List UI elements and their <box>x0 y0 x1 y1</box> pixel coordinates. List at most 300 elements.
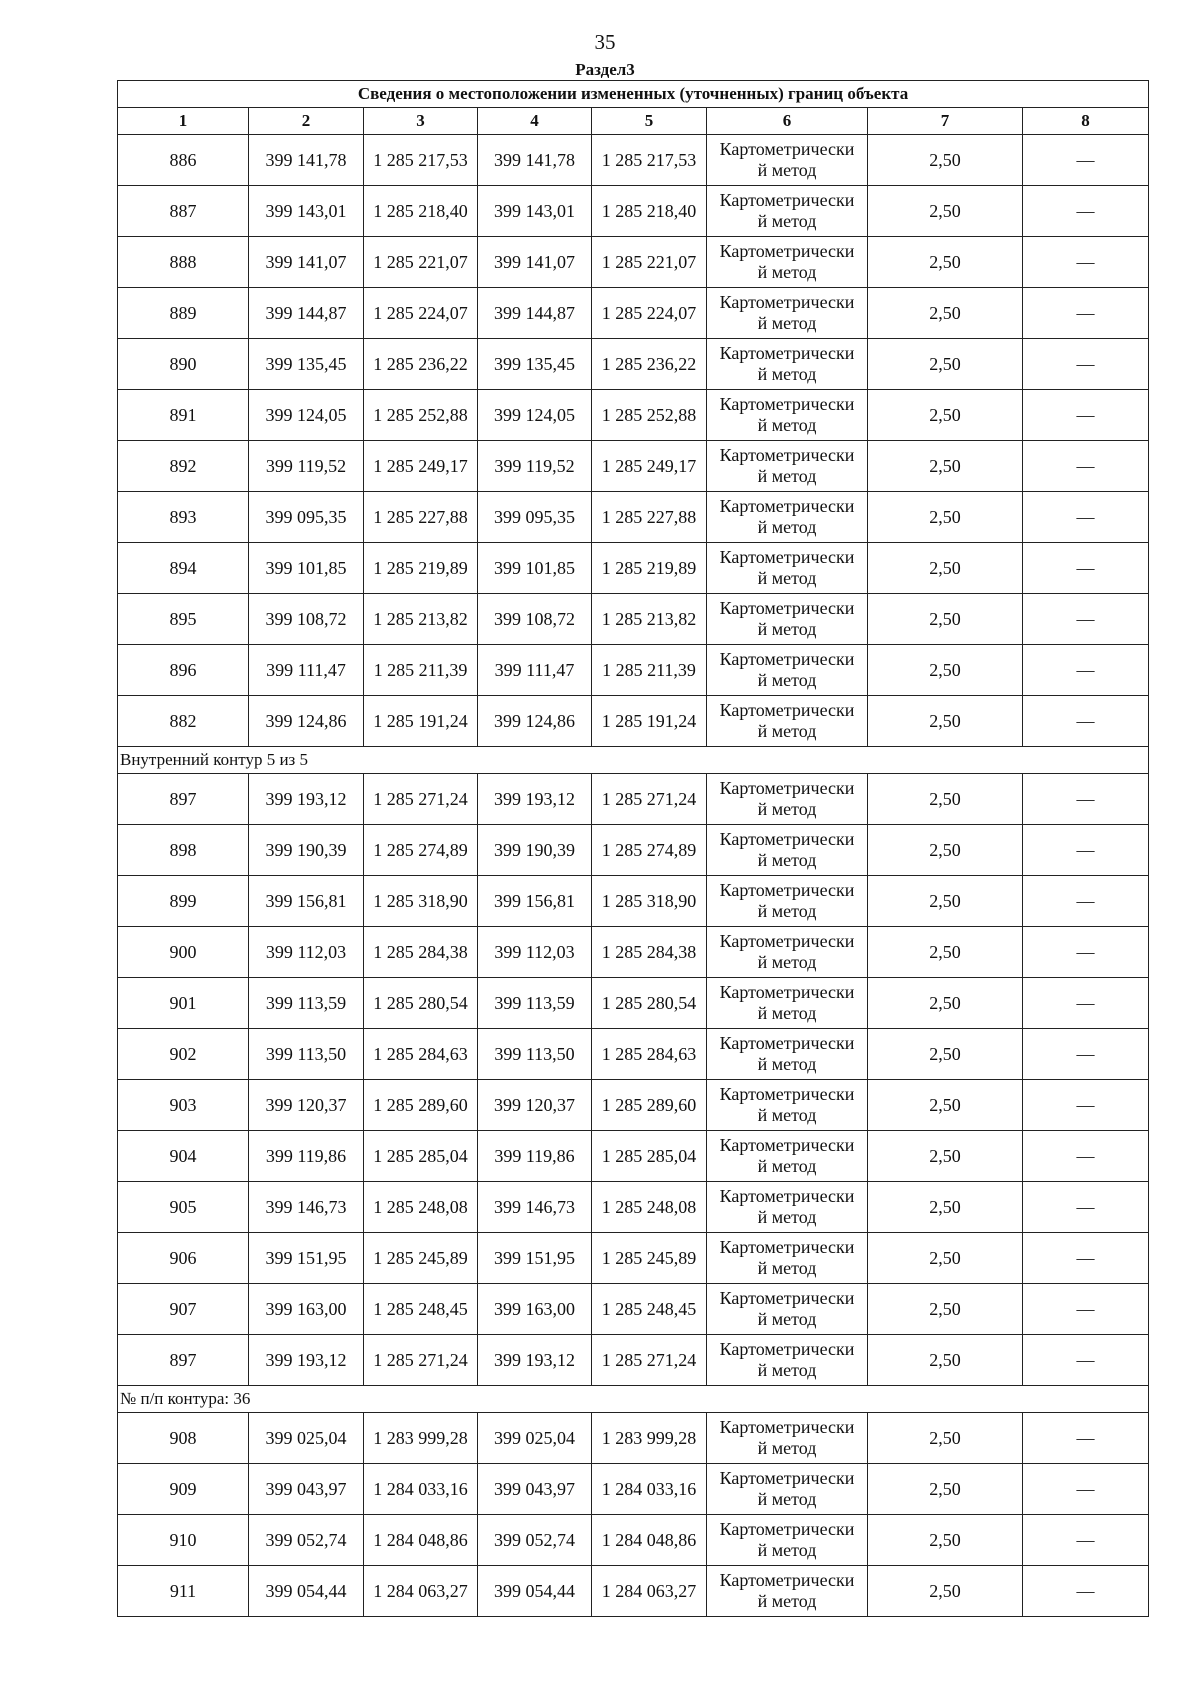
method-line: й метод <box>757 1105 817 1125</box>
table-cell: 910 <box>118 1515 249 1566</box>
table-cell: 889 <box>118 288 249 339</box>
method-cell <box>707 186 868 237</box>
table-cell: 2,50 <box>868 645 1023 696</box>
method-cell <box>707 1335 868 1386</box>
method-cell <box>707 594 868 645</box>
table-cell: — <box>1023 1464 1149 1515</box>
method-line: Картометрически <box>719 1033 855 1053</box>
method-line: Картометрически <box>719 598 855 618</box>
table-cell: 882 <box>118 696 249 747</box>
column-header: 4 <box>478 108 592 135</box>
method-line: й метод <box>757 1207 817 1227</box>
table-cell: 1 285 217,53 <box>364 135 478 186</box>
table-cell: — <box>1023 1182 1149 1233</box>
table-cell: 1 283 999,28 <box>364 1413 478 1464</box>
column-header: 6 <box>707 108 868 135</box>
table-cell: 1 285 213,82 <box>364 594 478 645</box>
method-cell <box>707 1182 868 1233</box>
table-cell: 1 285 271,24 <box>592 1335 707 1386</box>
table-cell: 1 285 289,60 <box>592 1080 707 1131</box>
table-cell: 399 052,74 <box>249 1515 364 1566</box>
method-cell <box>707 696 868 747</box>
method-cell <box>707 1029 868 1080</box>
page-number: 35 <box>594 30 616 54</box>
table-cell: 399 163,00 <box>249 1284 364 1335</box>
table-row <box>118 774 1149 825</box>
table-cell: — <box>1023 645 1149 696</box>
method-line: Картометрически <box>719 931 855 951</box>
method-line: Картометрически <box>719 445 855 465</box>
table-row <box>118 1029 1149 1080</box>
table-cell: 905 <box>118 1182 249 1233</box>
table-cell: — <box>1023 339 1149 390</box>
table-row <box>118 186 1149 237</box>
table-cell: 1 284 033,16 <box>592 1464 707 1515</box>
table-cell: 1 285 224,07 <box>364 288 478 339</box>
table-row <box>118 927 1149 978</box>
table-cell: 1 285 219,89 <box>364 543 478 594</box>
method-cell <box>707 492 868 543</box>
contour-header: Внутренний контур 5 из 5 <box>118 747 1149 774</box>
table-row <box>118 288 1149 339</box>
table-cell: — <box>1023 1284 1149 1335</box>
table-cell: 399 119,86 <box>478 1131 592 1182</box>
table-cell: 399 190,39 <box>249 825 364 876</box>
boundary-table <box>117 80 1149 1617</box>
method-line: й метод <box>757 619 817 639</box>
table-cell: 1 285 224,07 <box>592 288 707 339</box>
table-row <box>118 237 1149 288</box>
method-line: Картометрически <box>719 292 855 312</box>
table-cell: 399 113,50 <box>249 1029 364 1080</box>
table-cell: 399 052,74 <box>478 1515 592 1566</box>
table-cell: — <box>1023 978 1149 1029</box>
table-row <box>118 492 1149 543</box>
table-cell: 399 111,47 <box>478 645 592 696</box>
contour-header-row <box>118 1386 1149 1413</box>
method-line: й метод <box>757 211 817 231</box>
table-cell: 2,50 <box>868 135 1023 186</box>
table-cell: 1 285 213,82 <box>592 594 707 645</box>
method-line: й метод <box>757 1156 817 1176</box>
column-header: 7 <box>868 108 1023 135</box>
table-cell: 2,50 <box>868 1413 1023 1464</box>
table-cell: 1 285 211,39 <box>364 645 478 696</box>
column-header: 5 <box>592 108 707 135</box>
table-cell: — <box>1023 1029 1149 1080</box>
table-cell: 1 285 271,24 <box>592 774 707 825</box>
method-line: й метод <box>757 160 817 180</box>
table-row <box>118 1131 1149 1182</box>
method-line: Картометрически <box>719 1339 855 1359</box>
table-caption: Сведения о местоположении измененных (уточненных) границ объекта <box>118 81 1149 108</box>
method-cell <box>707 645 868 696</box>
table-row <box>118 1515 1149 1566</box>
table-cell: — <box>1023 1080 1149 1131</box>
table-cell: 2,50 <box>868 390 1023 441</box>
table-row <box>118 1233 1149 1284</box>
table-row <box>118 876 1149 927</box>
table-cell: 399 108,72 <box>249 594 364 645</box>
table-cell: 1 285 249,17 <box>592 441 707 492</box>
method-line: й метод <box>757 1258 817 1278</box>
table-cell: 1 285 285,04 <box>592 1131 707 1182</box>
method-line: й метод <box>757 901 817 921</box>
table-cell: — <box>1023 543 1149 594</box>
table-cell: 1 285 191,24 <box>592 696 707 747</box>
table-cell: 399 156,81 <box>478 876 592 927</box>
table-cell: 909 <box>118 1464 249 1515</box>
table-cell: 399 156,81 <box>249 876 364 927</box>
method-line: Картометрически <box>719 1570 855 1590</box>
method-line: й метод <box>757 670 817 690</box>
table-cell: 1 285 280,54 <box>592 978 707 1029</box>
table-cell: — <box>1023 1233 1149 1284</box>
table-cell: 399 119,52 <box>478 441 592 492</box>
table-cell: 892 <box>118 441 249 492</box>
table-cell: 1 284 048,86 <box>364 1515 478 1566</box>
table-cell: 887 <box>118 186 249 237</box>
table-cell: 399 054,44 <box>249 1566 364 1617</box>
method-line: й метод <box>757 1438 817 1458</box>
table-cell: 1 285 245,89 <box>364 1233 478 1284</box>
table-cell: 399 124,05 <box>478 390 592 441</box>
method-line: Картометрически <box>719 778 855 798</box>
table-cell: 1 285 274,89 <box>364 825 478 876</box>
table-cell: 2,50 <box>868 927 1023 978</box>
method-line: й метод <box>757 262 817 282</box>
table-cell: 399 124,05 <box>249 390 364 441</box>
method-line: Картометрически <box>719 1135 855 1155</box>
table-cell: 399 095,35 <box>478 492 592 543</box>
table-row <box>118 1335 1149 1386</box>
table-cell: 1 285 252,88 <box>592 390 707 441</box>
table-cell: — <box>1023 1515 1149 1566</box>
method-line: Картометрически <box>719 1288 855 1308</box>
method-line: Картометрически <box>719 190 855 210</box>
table-cell: — <box>1023 1131 1149 1182</box>
table-cell: 1 284 063,27 <box>592 1566 707 1617</box>
table-row <box>118 1080 1149 1131</box>
method-line: й метод <box>757 313 817 333</box>
table-row <box>118 1182 1149 1233</box>
method-line: Картометрически <box>719 880 855 900</box>
table-cell: 399 043,97 <box>478 1464 592 1515</box>
table-cell: 1 285 227,88 <box>592 492 707 543</box>
table-cell: 893 <box>118 492 249 543</box>
method-cell <box>707 978 868 1029</box>
table-cell: 1 285 284,63 <box>364 1029 478 1080</box>
table-cell: 2,50 <box>868 1029 1023 1080</box>
table-cell: 1 285 274,89 <box>592 825 707 876</box>
table-cell: 1 285 249,17 <box>364 441 478 492</box>
method-line: Картометрически <box>719 343 855 363</box>
table-cell: 911 <box>118 1566 249 1617</box>
method-cell <box>707 288 868 339</box>
table-cell: 399 193,12 <box>249 774 364 825</box>
method-cell <box>707 1080 868 1131</box>
method-line: й метод <box>757 1591 817 1611</box>
table-row <box>118 441 1149 492</box>
table-cell: 1 285 289,60 <box>364 1080 478 1131</box>
table-cell: — <box>1023 696 1149 747</box>
table-cell: 1 285 318,90 <box>592 876 707 927</box>
method-line: й метод <box>757 952 817 972</box>
table-cell: 890 <box>118 339 249 390</box>
table-cell: 2,50 <box>868 543 1023 594</box>
table-cell: 1 285 217,53 <box>592 135 707 186</box>
table-cell: 1 285 271,24 <box>364 1335 478 1386</box>
table-cell: 399 120,37 <box>478 1080 592 1131</box>
table-cell: 399 135,45 <box>478 339 592 390</box>
table-cell: — <box>1023 825 1149 876</box>
method-cell <box>707 1131 868 1182</box>
table-row <box>118 135 1149 186</box>
table-cell: 399 143,01 <box>249 186 364 237</box>
method-cell <box>707 1233 868 1284</box>
method-line: й метод <box>757 1309 817 1329</box>
table-cell: 2,50 <box>868 876 1023 927</box>
method-cell <box>707 441 868 492</box>
method-line: Картометрически <box>719 241 855 261</box>
table-cell: 399 151,95 <box>249 1233 364 1284</box>
table-cell: 399 146,73 <box>249 1182 364 1233</box>
table-cell: 2,50 <box>868 339 1023 390</box>
table-cell: 399 135,45 <box>249 339 364 390</box>
method-cell <box>707 876 868 927</box>
method-line: й метод <box>757 466 817 486</box>
method-line: Картометрически <box>719 700 855 720</box>
table-cell: 399 151,95 <box>478 1233 592 1284</box>
table-cell: 399 101,85 <box>249 543 364 594</box>
method-cell <box>707 390 868 441</box>
table-cell: 399 143,01 <box>478 186 592 237</box>
table-row <box>118 543 1149 594</box>
table-row <box>118 696 1149 747</box>
table-cell: 399 124,86 <box>249 696 364 747</box>
table-cell: — <box>1023 135 1149 186</box>
table-cell: 399 141,78 <box>478 135 592 186</box>
table-cell: 2,50 <box>868 1182 1023 1233</box>
table-cell: 2,50 <box>868 1464 1023 1515</box>
table-cell: 1 285 218,40 <box>592 186 707 237</box>
table-cell: 1 285 221,07 <box>592 237 707 288</box>
table-cell: 895 <box>118 594 249 645</box>
table-cell: 399 193,12 <box>478 774 592 825</box>
table-row <box>118 594 1149 645</box>
table-cell: 901 <box>118 978 249 1029</box>
table-cell: 1 285 248,45 <box>364 1284 478 1335</box>
table-cell: 2,50 <box>868 1131 1023 1182</box>
section-title: Раздел3 <box>575 60 635 79</box>
contour-header-row <box>118 747 1149 774</box>
table-row <box>118 645 1149 696</box>
table-cell: 888 <box>118 237 249 288</box>
table-cell: 399 119,52 <box>249 441 364 492</box>
table-cell: 399 113,59 <box>249 978 364 1029</box>
table-cell: 2,50 <box>868 1515 1023 1566</box>
method-line: Картометрически <box>719 1417 855 1437</box>
method-line: й метод <box>757 721 817 741</box>
method-cell <box>707 1413 868 1464</box>
table-cell: 897 <box>118 774 249 825</box>
table-row <box>118 1464 1149 1515</box>
table-cell: 399 144,87 <box>478 288 592 339</box>
table-row <box>118 339 1149 390</box>
table-cell: 2,50 <box>868 1233 1023 1284</box>
method-cell <box>707 1284 868 1335</box>
method-line: й метод <box>757 850 817 870</box>
table-cell: 2,50 <box>868 1566 1023 1617</box>
table-cell: 399 141,78 <box>249 135 364 186</box>
method-line: й метод <box>757 1540 817 1560</box>
column-header: 1 <box>118 108 249 135</box>
table-cell: 1 285 284,63 <box>592 1029 707 1080</box>
method-cell <box>707 135 868 186</box>
method-line: й метод <box>757 1489 817 1509</box>
table-cell: 908 <box>118 1413 249 1464</box>
table-cell: 2,50 <box>868 1080 1023 1131</box>
table-cell: 399 112,03 <box>478 927 592 978</box>
table-cell: — <box>1023 492 1149 543</box>
table-cell: 1 285 236,22 <box>364 339 478 390</box>
table-cell: 399 113,59 <box>478 978 592 1029</box>
table-cell: — <box>1023 288 1149 339</box>
method-line: Картометрически <box>719 1468 855 1488</box>
table-cell: 399 095,35 <box>249 492 364 543</box>
table-cell: 2,50 <box>868 492 1023 543</box>
method-line: Картометрически <box>719 496 855 516</box>
table-cell: 399 141,07 <box>249 237 364 288</box>
table-cell: — <box>1023 1335 1149 1386</box>
table-cell: 1 285 284,38 <box>592 927 707 978</box>
table-cell: — <box>1023 927 1149 978</box>
table-cell: 399 193,12 <box>478 1335 592 1386</box>
table-cell: 898 <box>118 825 249 876</box>
table-cell: 902 <box>118 1029 249 1080</box>
table-cell: 1 285 284,38 <box>364 927 478 978</box>
table-cell: 2,50 <box>868 288 1023 339</box>
column-header: 3 <box>364 108 478 135</box>
contour-header: № п/п контура: 36 <box>118 1386 1149 1413</box>
method-cell <box>707 543 868 594</box>
table-cell: 894 <box>118 543 249 594</box>
table-cell: 399 054,44 <box>478 1566 592 1617</box>
method-line: й метод <box>757 568 817 588</box>
table-cell: 1 285 280,54 <box>364 978 478 1029</box>
table-cell: 2,50 <box>868 696 1023 747</box>
column-header: 2 <box>249 108 364 135</box>
method-cell <box>707 1566 868 1617</box>
method-line: й метод <box>757 1003 817 1023</box>
table-cell: 904 <box>118 1131 249 1182</box>
method-line: Картометрически <box>719 829 855 849</box>
table-cell: 1 285 245,89 <box>592 1233 707 1284</box>
table-cell: 399 108,72 <box>478 594 592 645</box>
table-cell: 1 285 271,24 <box>364 774 478 825</box>
table-cell: 399 111,47 <box>249 645 364 696</box>
method-line: й метод <box>757 799 817 819</box>
table-cell: 2,50 <box>868 594 1023 645</box>
table-cell: — <box>1023 237 1149 288</box>
table-cell: 1 285 318,90 <box>364 876 478 927</box>
table-cell: 2,50 <box>868 186 1023 237</box>
table-cell: 1 285 219,89 <box>592 543 707 594</box>
method-cell <box>707 927 868 978</box>
table-cell: 899 <box>118 876 249 927</box>
table-cell: 906 <box>118 1233 249 1284</box>
table-cell: 399 043,97 <box>249 1464 364 1515</box>
table-cell: 1 284 048,86 <box>592 1515 707 1566</box>
method-line: й метод <box>757 1360 817 1380</box>
table-row <box>118 1284 1149 1335</box>
table-row <box>118 978 1149 1029</box>
method-line: й метод <box>757 517 817 537</box>
table-cell: 900 <box>118 927 249 978</box>
table-cell: — <box>1023 1413 1149 1464</box>
table-cell: 1 285 248,45 <box>592 1284 707 1335</box>
table-cell: 399 025,04 <box>249 1413 364 1464</box>
table-cell: 2,50 <box>868 1335 1023 1386</box>
table-cell: 399 112,03 <box>249 927 364 978</box>
table-cell: — <box>1023 594 1149 645</box>
table-cell: 2,50 <box>868 441 1023 492</box>
table-body <box>118 135 1149 1617</box>
method-line: й метод <box>757 364 817 384</box>
method-line: Картометрически <box>719 547 855 567</box>
table-cell: 907 <box>118 1284 249 1335</box>
method-cell <box>707 237 868 288</box>
table-cell: — <box>1023 1566 1149 1617</box>
table-cell: 399 193,12 <box>249 1335 364 1386</box>
table-cell: 1 285 221,07 <box>364 237 478 288</box>
table-cell: 1 285 252,88 <box>364 390 478 441</box>
table-cell: 399 141,07 <box>478 237 592 288</box>
method-cell <box>707 825 868 876</box>
table-row <box>118 390 1149 441</box>
table-row <box>118 1566 1149 1617</box>
method-line: Картометрически <box>719 649 855 669</box>
method-line: Картометрически <box>719 139 855 159</box>
method-cell <box>707 339 868 390</box>
method-cell <box>707 1464 868 1515</box>
table-cell: 886 <box>118 135 249 186</box>
method-line: й метод <box>757 1054 817 1074</box>
table-cell: 399 144,87 <box>249 288 364 339</box>
table-cell: 1 285 248,08 <box>364 1182 478 1233</box>
table-cell: 1 285 236,22 <box>592 339 707 390</box>
table-cell: 2,50 <box>868 774 1023 825</box>
table-cell: 1 284 063,27 <box>364 1566 478 1617</box>
method-line: Картометрически <box>719 394 855 414</box>
table-cell: 1 285 285,04 <box>364 1131 478 1182</box>
table-cell: 399 120,37 <box>249 1080 364 1131</box>
table-cell: 1 283 999,28 <box>592 1413 707 1464</box>
table-cell: 896 <box>118 645 249 696</box>
table-cell: 1 285 218,40 <box>364 186 478 237</box>
table-cell: 1 285 248,08 <box>592 1182 707 1233</box>
table-row <box>118 825 1149 876</box>
method-line: Картометрически <box>719 1519 855 1539</box>
table-cell: 903 <box>118 1080 249 1131</box>
table-cell: 1 285 211,39 <box>592 645 707 696</box>
table-row <box>118 1413 1149 1464</box>
table-cell: 2,50 <box>868 1284 1023 1335</box>
table-cell: 399 190,39 <box>478 825 592 876</box>
table-cell: 897 <box>118 1335 249 1386</box>
table-cell: 399 025,04 <box>478 1413 592 1464</box>
method-line: Картометрически <box>719 1084 855 1104</box>
